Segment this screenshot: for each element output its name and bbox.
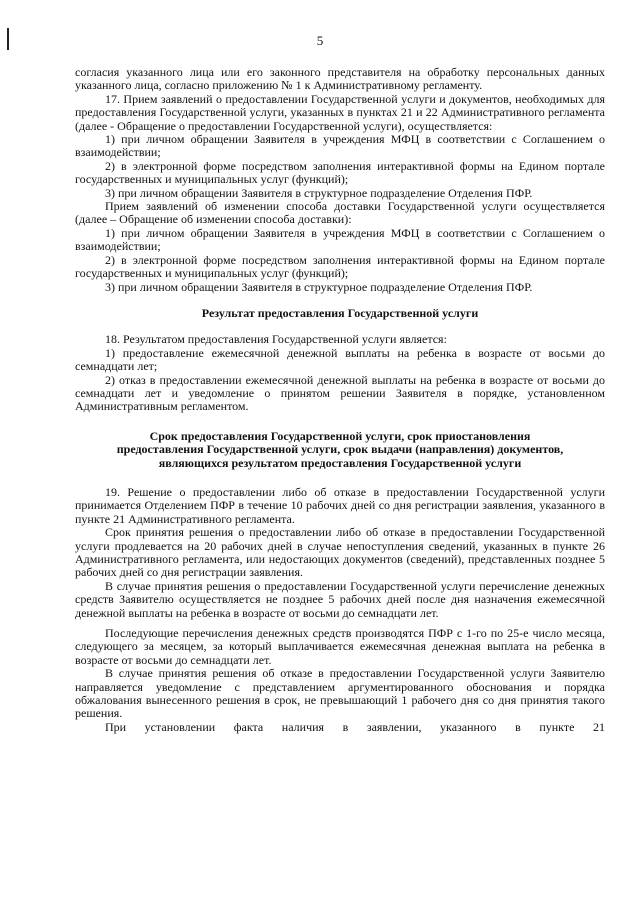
paragraph: Прием заявлений об изменении способа доставки Государственной услуги осуществляется (далее – Обращение об изменении способа доставки): [75, 199, 605, 227]
list-item: 2) в электронной форме посредством заполнения интерактивной формы на Едином портале государственных и муниципальных услуг (функций); [75, 252, 605, 281]
paragraph: Последующие перечисления денежных средств производятся ПФР с 1-го по 25-е число месяца, следующего за месяцем, за который выплачивается ежемесячная денежная выплата на ребенка в возрасте от восьми до семнадцати лет. [75, 626, 605, 667]
paragraph: Срок принятия решения о предоставлении либо об отказе в предоставлении Государственной услуги продлевается на 20 рабочих дней в случае непоступления сведений, указанных в пункте 26 Административного регламента, или недостающих документов (сведений), представленных позднее 5 рабочих дней со дня регистрации заявления. [75, 525, 605, 580]
paragraph: 17. Прием заявлений о предоставлении Государственной услуги и документов, необходимых для предоставления Государственной услуги, указанных в пунктах 21 и 22 Административного регламента (далее - Обращение о предоставлении Государственной услуги), осуществляется: [75, 91, 605, 133]
list-item: 1) предоставление ежемесячной денежной выплаты на ребенка в возрасте от восьми до семнадцати лет; [75, 345, 605, 374]
section-heading-line: Срок предоставления Государственной услуги, срок приостановления [149, 428, 531, 443]
paragraph: В случае принятия решения о предоставлении Государственной услуги перечисление денежных средств Заявителю осуществляется не позднее 5 рабочих дней после дня назначения ежемесячной денежной выплаты на ребенка в возрасте от восьми до семнадцати лет. [75, 578, 605, 620]
paragraph: 19. Решение о предоставлении либо об отказе в предоставлении Государственной услуги принимается Отделением ПФР в течение 10 рабочих дней со дня регистрации заявления, указанного в пункте 21 Административного регламента. [75, 484, 605, 526]
list-item: 1) при личном обращении Заявителя в учреждения МФЦ в соответствии с Соглашением о взаимодействии; [75, 132, 605, 160]
section-heading: Результат предоставления Государственной услуги [201, 305, 479, 320]
page-number: 5 [316, 33, 324, 48]
paragraph: согласия указанного лица или его законного представителя на обработку персональных данных указанного лица, согласно приложению № 1 к Административному регламенту. [75, 65, 605, 93]
paragraph: 18. Результатом предоставления Государственной услуги является: [105, 332, 447, 347]
section-heading-line: предоставления Государственной услуги, срок выдачи (направления) документов, [116, 442, 564, 457]
paragraph: При установлении факта наличия в заявлении, указанного в пункте 21 [105, 719, 605, 734]
list-item: 1) при личном обращении Заявителя в учреждения МФЦ в соответствии с Соглашением о взаимодействии; [75, 225, 605, 254]
list-item: 3) при личном обращении Заявителя в структурное подразделение Отделения ПФР. [105, 185, 533, 200]
list-item: 2) отказ в предоставлении ежемесячной денежной выплаты на ребенка в возрасте от восьми до семнадцати лет и уведомление о принятом решении Заявителя в порядке, установленном Административным регламентом. [75, 372, 605, 414]
section-heading-line: являющихся результатом предоставления Государственной услуги [158, 455, 522, 470]
list-item: 3) при личном обращении Заявителя в структурное подразделение Отделения ПФР. [105, 279, 533, 294]
paragraph: В случае принятия решения об отказе в предоставлении Государственной услуги Заявителю направляется уведомление с представлением аргументированного обоснования и порядка обжалования вынесенного решения в срок, не превышающий 1 рабочего дня со дня принятия такого решения. [75, 666, 605, 721]
list-item: 2) в электронной форме посредством заполнения интерактивной формы на Едином портале государственных и муниципальных услуг (функций); [75, 158, 605, 187]
document-body [75, 66, 605, 734]
